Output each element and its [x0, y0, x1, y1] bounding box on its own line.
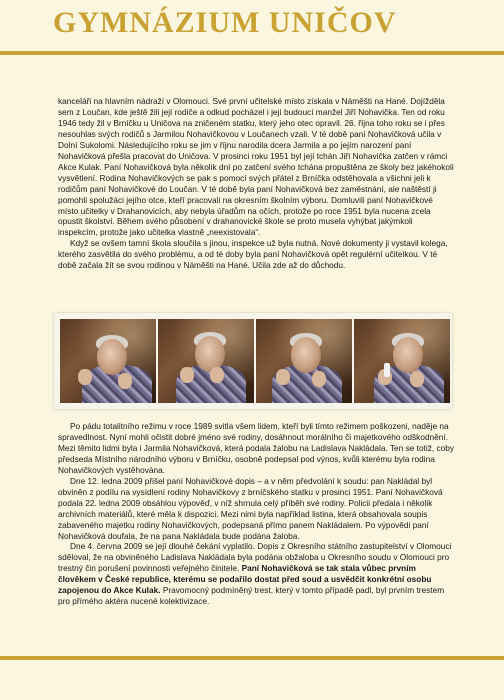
interview-photo — [256, 319, 352, 403]
interview-photo — [354, 319, 450, 403]
interview-photo — [60, 319, 156, 403]
paragraph — [58, 541, 454, 607]
paragraph: Dne 12. ledna 2009 přišel paní Nohavičkové dopis – a v něm předvolání k soudu: pan Nakládal byl obviněn z podílu na vysídlení rodiny Nohavičkovy z brníčského statku v prosinci 1951. Paní Nohavičková podala 22. ledna 2009 obsáhlou výpověď, v níž shrnula celý příběh své rodiny. Policii předala i několik archivních materiálů, které měla k dispozici. Mezi nimi byla například listina, která obsahovala soupis zabaveného majetku rodiny Nohavičkových, podepsaná přímo panem Nakládalem. Po výpovědi paní Nohavičková doufala, že na pana Nakládala bude podána žaloba. — [58, 475, 443, 541]
top-divider — [0, 51, 504, 55]
paragraph: kanceláři na hlavním nádraží v Olomouci. Své první učitelské místo získala v Náměšti na Hané. Dojížděla sem z Loučan, kde ještě žili její rodiče a odkud pocházel i její budoucí manžel Jiří Nohavička. Ten od roku 1946 tedy žil v Brníčku u Uničova na zničeném statku, který jeho otec opravil. 26. října toho roku se i přes nesouhlas svých rodičů s Jarmilou Nohavičkovou v Loučanech vzali. V té době paní Nohavičková učila v Dolní Sukolomi. Následujícího roku se jim v říjnu narodila dcera Jarmila a po jejím narození paní Nohavičková přešla pracovat do Uničova. V prosinci roku 1951 byl její tchán Jiří Nohavička zatčen v rámci Akce Kulak. Paní Nohavičková byla několik dní po zatčení svého tchána propuštěna ze školy bez jakéhokoli vysvětlení. Rodina Nohavičkových se pak s pomocí svých přátel z Brníčka odstěhovala a všichni jeli k rodičům paní Nohavičkové do Loučan. V té době byla paní Nohavičková bez zaměstnání, ale naštěstí ji pomohli spolužáci jejího otce, kteří pracovali na okresním školním výboru. Domluvili paní Nohavičkové místo učitelky v Drahanovicích, aby nebyla úřadům na očích, protože po roce 1951 byla nucena zcela opustit školství. Během svého působení v drahanovické škole se proto musela vyhýbat jakýmkoli inspekcím, protože jako učitelka vlastně „neexistovala“. — [58, 96, 454, 238]
paragraph: Když se ovšem tamní škola sloučila s jinou, inspekce už byla nutná. Nové dokumenty ji vystavil kolega, kterého zasvětila do svého problému, a od té doby byla paní Nohavičková opět regulérní učitelkou. V té době začala žít se svou rodinou v Náměšti na Hané. Učila zde až do důchodu. — [58, 238, 448, 271]
paragraph-text: Dne 4. června 2009 se její dlouhé čekání vyplatilo. Dopis z Okresního státního zastupitelství v Olomouci sděloval, že na obviněného Ladislava Nakládala byla podána obžaloba u Okresního soudu v Olomouci pro trestný čin porušení povinnosti veřejného činitele. — [58, 541, 452, 574]
highlighted-statement: Paní Nohavičková se tak stala vůbec prvním člověkem v České republice, kterému se podařilo dostat před soud a usvědčit konkrétní osobu zapojenou do Akce Kulak. — [58, 563, 432, 596]
paragraph-text: Pravomocný podmíněný trest, který v tomto případě padl, byl prvním trestem pro přímého aktéra nucené kolektivizace. — [58, 585, 445, 607]
paragraph: Po pádu totalitního režimu v roce 1989 svitla všem lidem, kteří byli tímto režimem poškozeni, naděje na spravedlnost. Nyní mohli očistit dobré jméno své rodiny, dosáhnout morálního či majetkového odškodnění. Mezi těmito lidmi byla i Jarmila Nohavičková, která podala žalobu na Ladislava Nakládala. Ten se totiž, coby předseda Místního národního výboru v Brníčku, osobně podepsal pod výnos, kvůli kterému byla rodina Nohavičkových vystěhována. — [58, 421, 454, 475]
interview-photo — [158, 319, 254, 403]
article-block-bottom — [58, 421, 454, 607]
bottom-divider — [0, 656, 504, 660]
article-block-top — [58, 96, 454, 271]
page-title: GYMNÁZIUM UNIČOV — [53, 6, 397, 39]
photo-strip — [54, 313, 452, 409]
